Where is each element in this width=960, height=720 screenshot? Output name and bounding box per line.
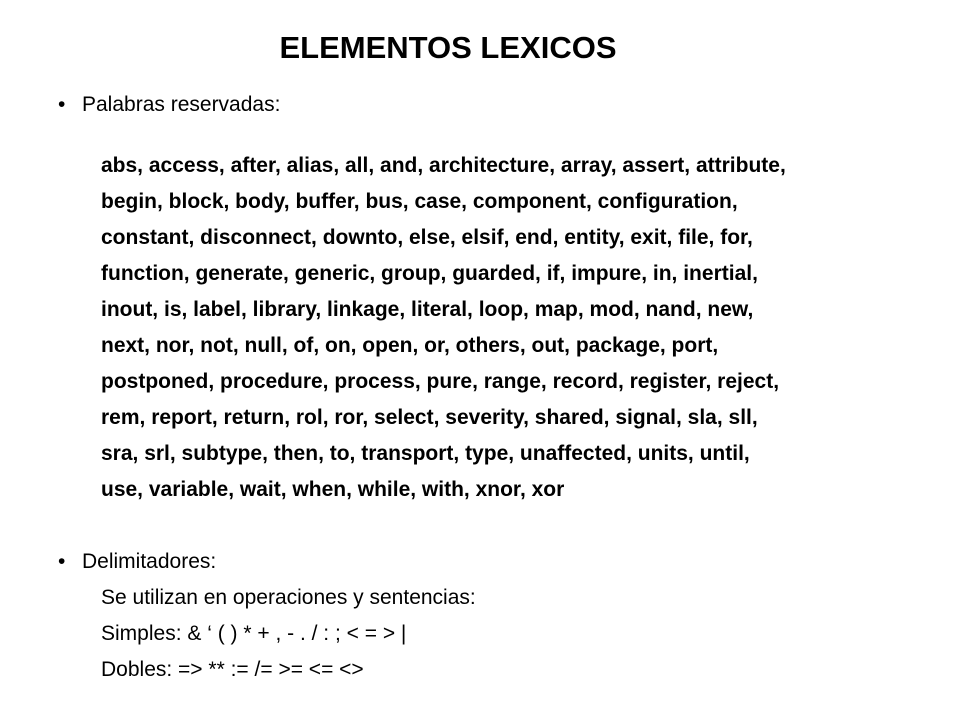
bullet-delimiters: [58, 549, 216, 575]
reserved-words-line: function, generate, generic, group, guarded, if, impure, in, inertial,: [101, 262, 758, 285]
reserved-words-line: rem, report, return, rol, ror, select, severity, shared, signal, sla, sll,: [101, 406, 758, 429]
reserved-words-heading: Palabras reservadas:: [82, 93, 281, 116]
reserved-words-line: inout, is, label, library, linkage, literal, loop, map, mod, nand, new,: [101, 298, 754, 321]
reserved-words-list: [101, 153, 921, 513]
slide-title: ELEMENTOS LEXICOS: [279, 30, 617, 65]
reserved-words-line: begin, block, body, buffer, bus, case, component, configuration,: [101, 190, 738, 213]
reserved-words-line: sra, srl, subtype, then, to, transport, type, unaffected, units, until,: [101, 442, 750, 465]
bullet-marker: •: [58, 550, 66, 573]
reserved-words-line: postponed, procedure, process, pure, range, record, register, reject,: [101, 370, 780, 393]
reserved-words-line: next, nor, not, null, of, on, open, or, others, out, package, port,: [101, 334, 719, 357]
reserved-words-line: constant, disconnect, downto, else, elsif, end, entity, exit, file, for,: [101, 226, 753, 249]
bullet-marker: •: [58, 93, 66, 116]
delimiters-intro: Se utilizan en operaciones y sentencias:: [101, 586, 476, 609]
reserved-words-line: use, variable, wait, when, while, with, xnor, xor: [101, 478, 565, 501]
delimiters-simple: Simples: & ‘ ( ) * + , - . / : ; < = > |: [101, 622, 407, 645]
delimiters-heading: Delimitadores:: [82, 550, 217, 573]
reserved-words-line: abs, access, after, alias, all, and, architecture, array, assert, attribute,: [101, 154, 786, 177]
bullet-reserved-words: [58, 92, 280, 118]
delimiters-double: Dobles: => ** := /= >= <= <>: [101, 658, 364, 681]
